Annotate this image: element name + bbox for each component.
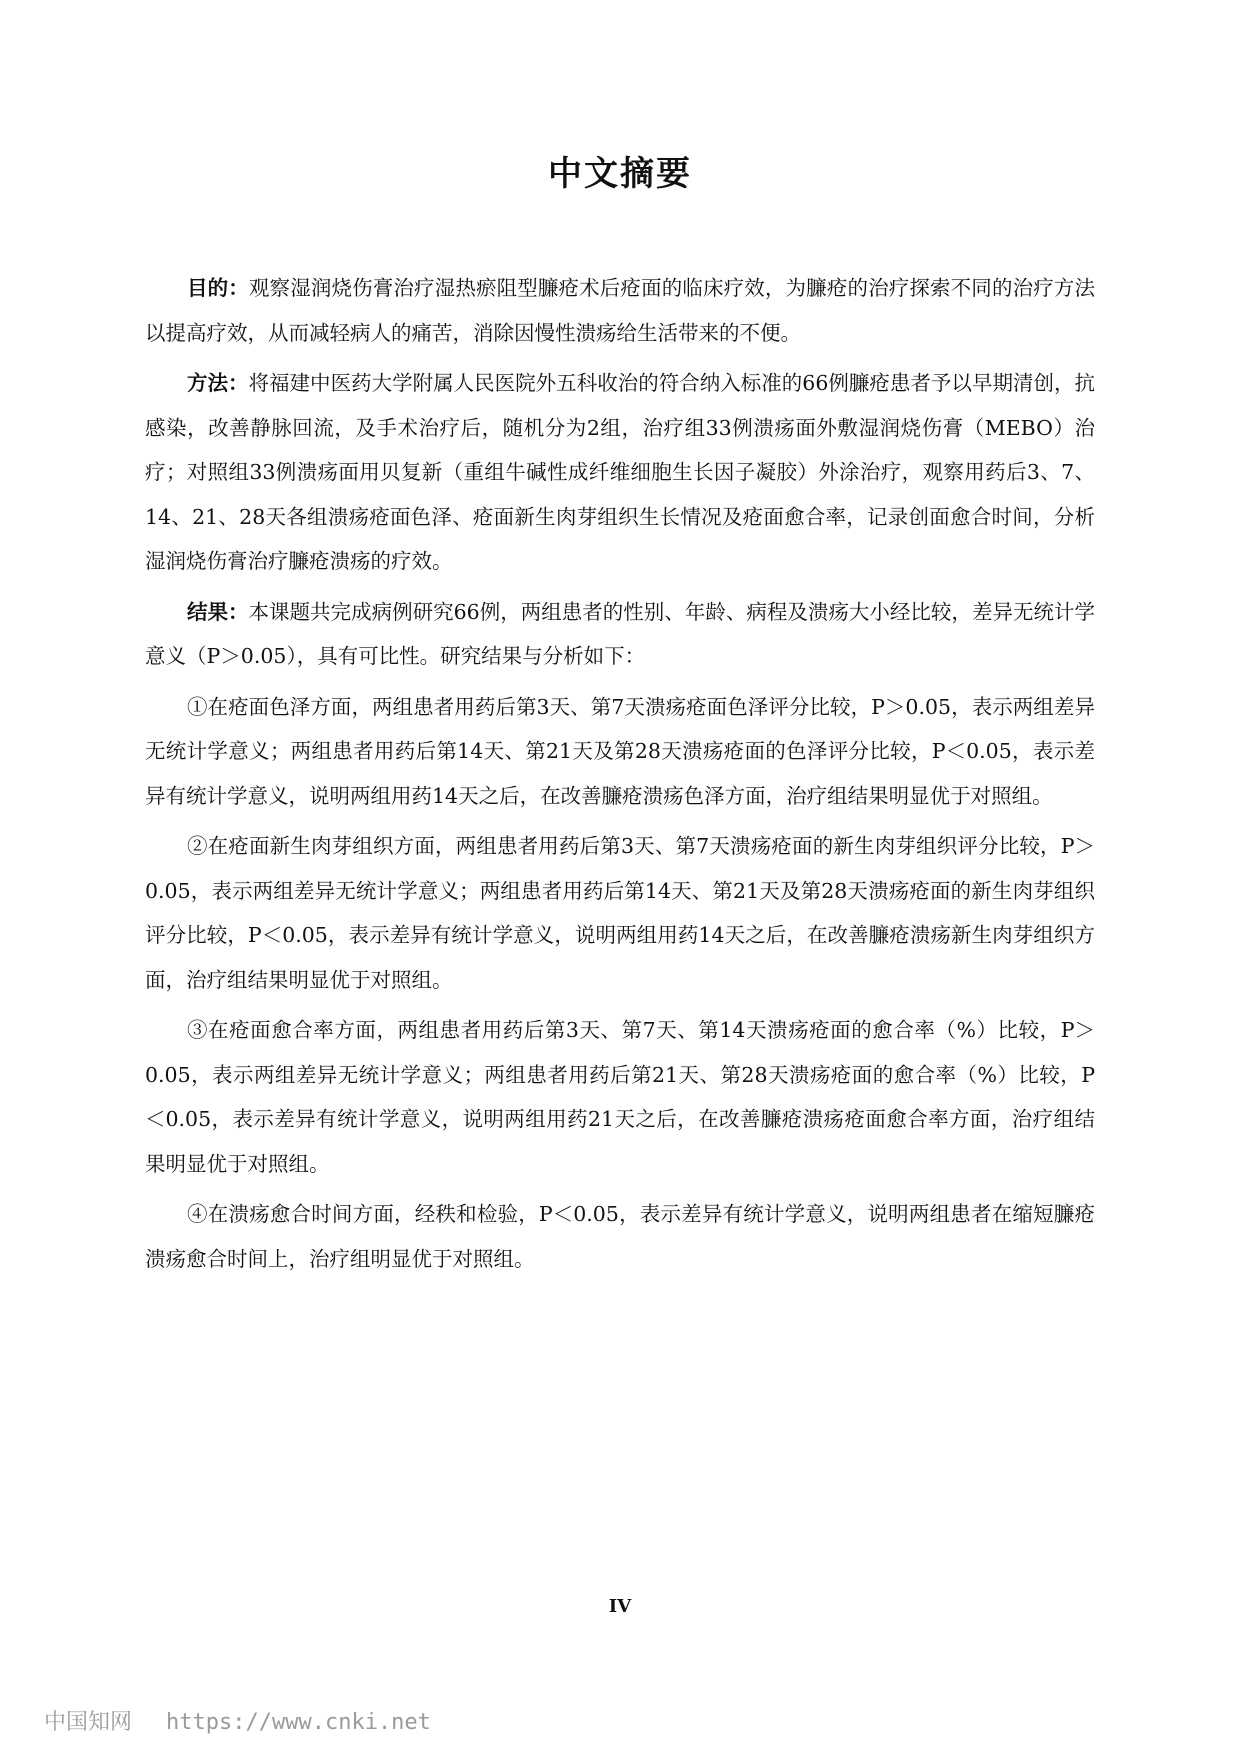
cnki-watermark [44, 1705, 431, 1736]
watermark-url[interactable]: https://www.cnki.net [166, 1710, 431, 1735]
purpose-paragraph [145, 266, 1095, 355]
result-paragraph [145, 590, 1095, 679]
watermark-brand: 中国知网 [44, 1710, 133, 1735]
purpose-label: 目的： [187, 276, 249, 300]
method-text: 将福建中医药大学附属人民医院外五科收治的符合纳入标准的66例臁疮患者予以早期清创，抗感染，改善静脉回流，及手术治疗后，随机分为2组，治疗组33例溃疡面外敷湿润烧伤膏（MEBO）治疗；对照组33例溃疡面用贝复新（重组牛碱性成纤维细胞生长因子凝胶）外涂治疗，观察用药后3、7、14、21、28天各组溃疡疮面色泽、疮面新生肉芽组织生长情况及疮面愈合率，记录创面愈合时间，分析湿润烧伤膏治疗臁疮溃疡的疗效。 [145, 371, 1095, 573]
method-paragraph [145, 361, 1095, 584]
result-label: 结果： [187, 599, 249, 624]
method-label: 方法： [187, 371, 249, 395]
abstract-body [145, 266, 1095, 1287]
page-title: 中文摘要 [548, 153, 692, 194]
purpose-text: 观察湿润烧伤膏治疗湿热瘀阻型臁疮术后疮面的临床疗效，为臁疮的治疗探索不同的治疗方法以提高疗效，从而减轻病人的痛苦，消除因慢性溃疡给生活带来的不便。 [145, 276, 1096, 345]
finding-color-paragraph: ①在疮面色泽方面，两组患者用药后第3天、第7天溃疡疮面色泽评分比较，P＞0.05，表示两组差异无统计学意义；两组患者用药后第14天、第21天及第28天溃疡疮面的色泽评分比较，P＜0.05，表示差异有统计学意义，说明两组用药14天之后，在改善臁疮溃疡色泽方面，治疗组结果明显优于对照组。 [145, 694, 1095, 808]
finding-healing-time-paragraph: ④在溃疡愈合时间方面，经秩和检验，P＜0.05，表示差异有统计学意义，说明两组患者在缩短臁疮溃疡愈合时间上，治疗组明显优于对照组。 [145, 1202, 1095, 1271]
result-text: 本课题共完成病例研究66例，两组患者的性别、年龄、病程及溃疡大小经比较，差异无统计学意义（P＞0.05），具有可比性。研究结果与分析如下： [145, 599, 1095, 668]
finding-healing-rate-paragraph: ③在疮面愈合率方面，两组患者用药后第3天、第7天、第14天溃疡疮面的愈合率（%）比较，P＞0.05，表示两组差异无统计学意义；两组患者用药后第21天、第28天溃疡疮面的愈合率（%）比较，P＜0.05，表示差异有统计学意义，说明两组用药21天之后，在改善臁疮溃疡疮面愈合率方面，治疗组结果明显优于对照组。 [145, 1018, 1095, 1176]
page-number: IV [608, 1596, 632, 1617]
finding-granulation-paragraph: ②在疮面新生肉芽组织方面，两组患者用药后第3天、第7天溃疡疮面的新生肉芽组织评分比较，P＞0.05，表示两组差异无统计学意义；两组患者用药后第14天、第21天及第28天溃疡疮面的新生肉芽组织评分比较，P＜0.05，表示差异有统计学意义，说明两组用药14天之后，在改善臁疮溃疡新生肉芽组织方面，治疗组结果明显优于对照组。 [145, 834, 1095, 992]
